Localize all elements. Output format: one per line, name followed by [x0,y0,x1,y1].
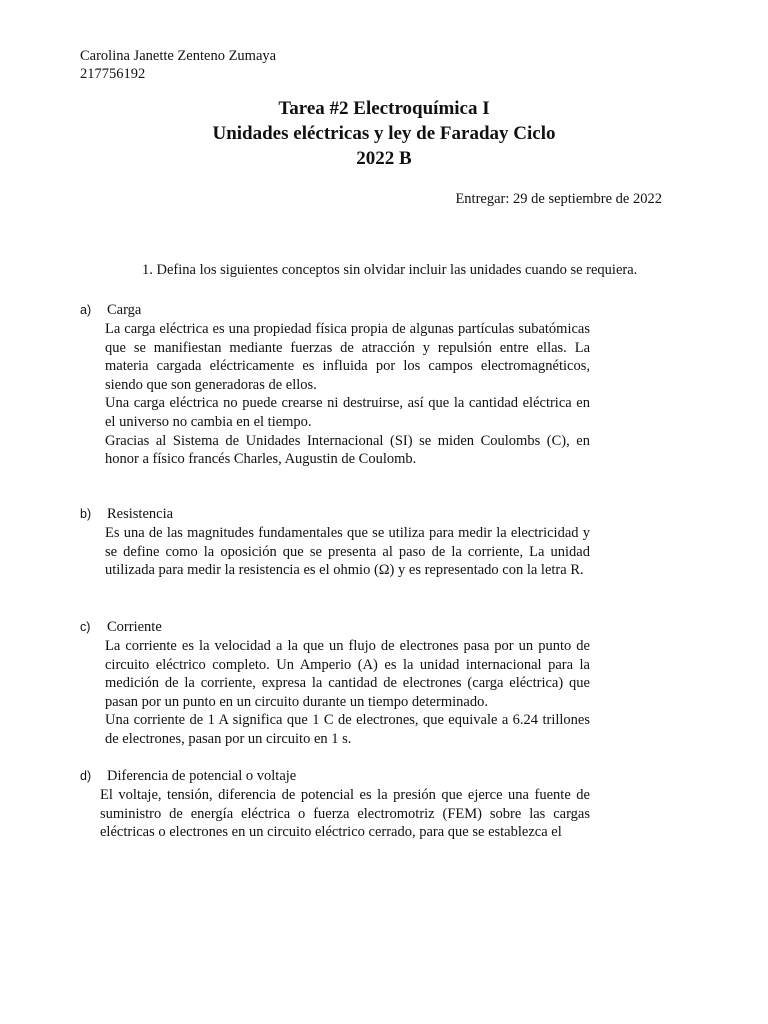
paragraph: Es una de las magnitudes fundamentales que se utiliza para medir la electricidad y se define como la oposición que se presenta al paso de la corriente, La unidad utilizada para medir la resistencia es el ohmio (Ω) y es representado con la letra R. [105,525,590,579]
section-title: Resistencia [107,506,174,522]
section-resistencia [80,505,590,580]
title-line-2: Unidades eléctricas y ley de Faraday Ciclo [212,123,556,144]
section-title: Diferencia de potencial o voltaje [107,768,297,784]
title-line-1: Tarea #2 Electroquímica I [278,98,490,119]
paragraph: Gracias al Sistema de Unidades Internacional (SI) se miden Coulombs (C), en honor a físico francés Charles, Augustin de Coulomb. [105,432,590,468]
section-body [100,786,590,842]
section-heading [80,767,590,786]
section-carga [80,301,590,469]
paragraph: La corriente es la velocidad a la que un flujo de electrones pasa por un punto de circuito eléctrico completo. Un Amperio (A) es la unidad internacional para la medición de la corriente, expresa la cantidad de electrones (carga eléctrica) que pasan por un punto en un circuito durante un tiempo determinado. [105,638,590,710]
section-letter: c) [80,620,91,634]
student-id: 217756192 [80,66,146,82]
section-letter: a) [80,303,92,317]
section-letter: b) [80,507,92,521]
document-title [0,96,768,171]
section-heading [80,618,590,637]
section-corriente [80,618,590,749]
author-block [80,47,276,83]
section-body [105,637,590,749]
section-body [105,524,590,580]
question-instruction: 1. Defina los siguientes conceptos sin olvidar incluir las unidades cuando se requiera. [142,262,638,278]
section-heading [80,505,590,524]
section-body [105,320,590,469]
section-letter: d) [80,769,92,783]
section-voltaje [80,767,590,842]
paragraph: Una carga eléctrica no puede crearse ni destruirse, así que la cantidad eléctrica en el universo no cambia en el tiempo. [105,395,590,430]
paragraph: La carga eléctrica es una propiedad física propia de algunas partículas subatómicas que se manifiestan mediante fuerzas de atracción y repulsión entre ellas. La materia cargada eléctricamente es influida por los campos electromagnéticos, siendo que son generadoras de ellos. [105,321,590,393]
due-date: Entregar: 29 de septiembre de 2022 [455,191,662,207]
paragraph: Una corriente de 1 A significa que 1 C de electrones, que equivale a 6.24 trillones de electrones, pasan por un circuito en 1 s. [105,712,590,747]
title-line-3: 2022 B [356,148,412,169]
paragraph: El voltaje, tensión, diferencia de potencial es la presión que ejerce una fuente de suministro de energía eléctrica o fuerza electromotriz (FEM) sobre las cargas eléctricas o electrones en un circuito eléctrico cerrado, para que se establezca el [100,787,590,841]
section-heading [80,301,590,320]
section-title: Carga [107,302,142,318]
author-name: Carolina Janette Zenteno Zumaya [80,48,277,64]
section-title: Corriente [107,619,162,635]
